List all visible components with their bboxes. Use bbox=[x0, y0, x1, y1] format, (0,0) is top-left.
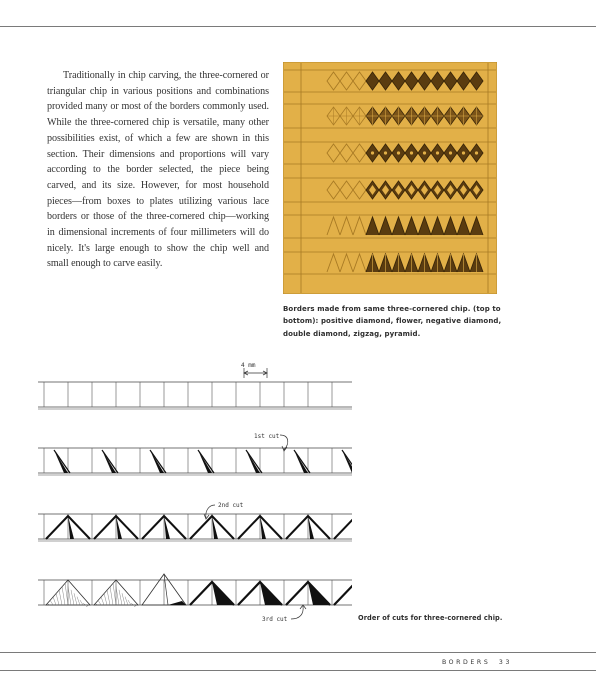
dimension-arrow bbox=[244, 368, 267, 378]
cut-order-diagram bbox=[38, 362, 352, 628]
cut-row-grid bbox=[38, 382, 352, 409]
cut-row-first bbox=[38, 448, 352, 475]
first-cut-label: 1st cut bbox=[254, 433, 280, 440]
footer-rule-lower bbox=[0, 670, 596, 671]
footer-section: BORDERS bbox=[441, 659, 491, 666]
borders-photo bbox=[283, 62, 497, 294]
running-footer bbox=[438, 659, 512, 666]
third-cut-arrow bbox=[291, 606, 303, 619]
footer-rule-upper bbox=[0, 652, 596, 653]
cut-row-third bbox=[38, 574, 352, 607]
body-paragraph: Traditionally in chip carving, the three-cornered or triangular chip in various positions and combinations provided many or most of the borders commonly used. While the three-cornered chip is versatile, many other possibilities exist, of which a few are shown in this section. Their dimensions and proportions will vary according to the border selected, the piece being carved, and its size. However, for most household pieces—from boxes to plates utilizing various lace borders or those of the three-cornered chip—working in dimensional increments of four millimeters will do nicely. It's large enough to show the chip well and small enough to carve easily. bbox=[47, 70, 269, 270]
dimension-label: 4 mm bbox=[241, 362, 256, 369]
second-cut-arrow bbox=[206, 505, 215, 518]
photo-caption: Borders made from same three-cornered chip. (top to bottom): positive diamond, flower, negative diamond, double diamond, zigzag, pyramid. bbox=[283, 305, 502, 338]
diagram-caption: Order of cuts for three-cornered chip. bbox=[358, 614, 503, 622]
third-cut-label: 3rd cut bbox=[262, 616, 288, 623]
top-rule bbox=[0, 26, 596, 27]
second-cut-label: 2nd cut bbox=[218, 502, 244, 509]
footer-page-number: 33 bbox=[498, 659, 512, 666]
cut-row-second bbox=[38, 514, 352, 541]
